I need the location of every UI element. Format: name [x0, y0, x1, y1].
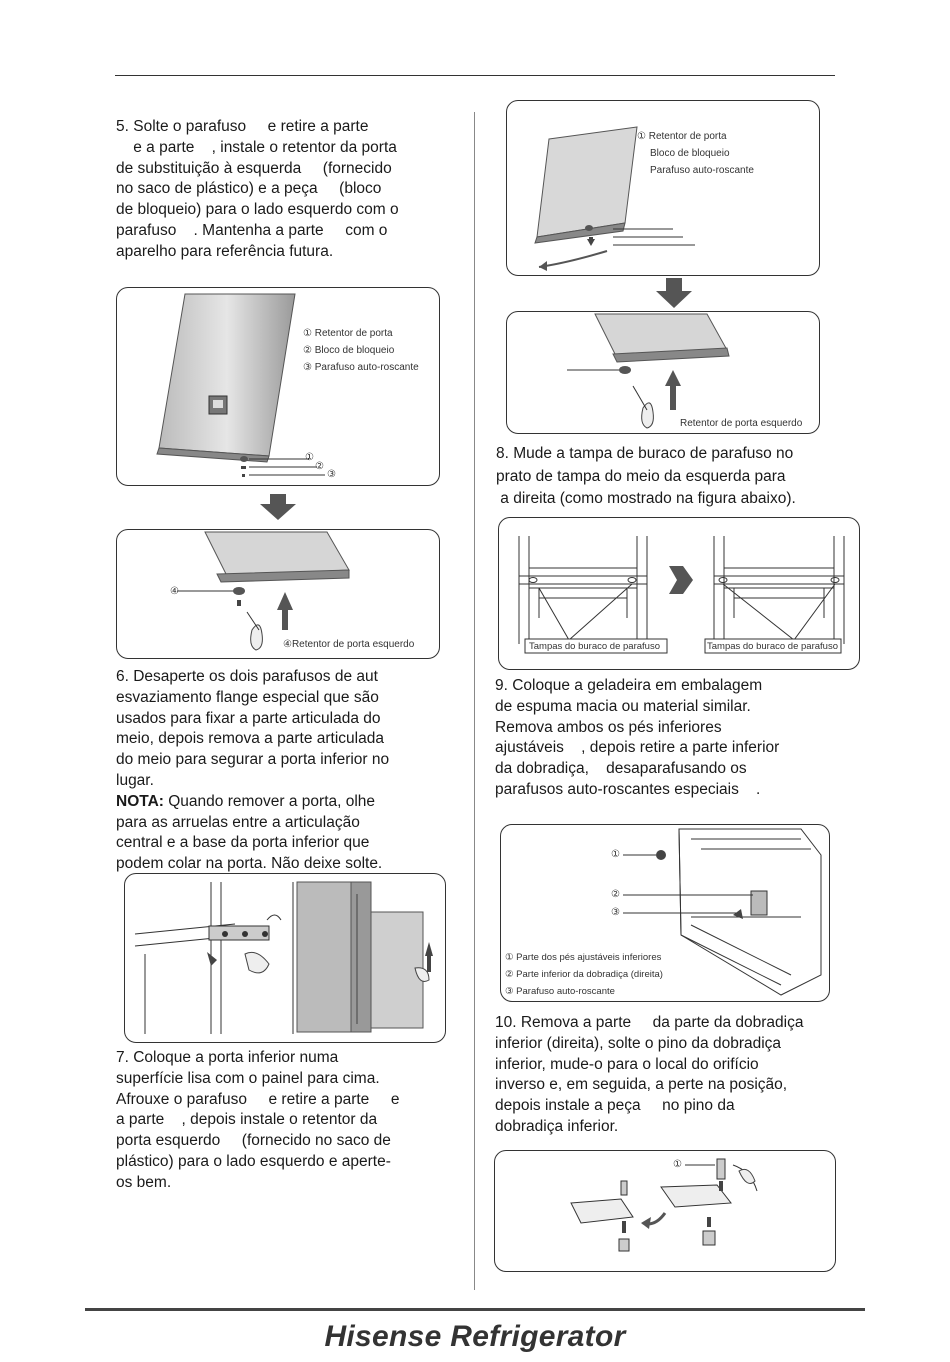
step6-note-line: central e a base da porta inferior que: [116, 834, 370, 852]
step8-line: 8. Mude a tampa de buraco de parafuso no: [496, 445, 794, 462]
step9-line: ajustáveis , depois retire a parte inferior: [495, 739, 780, 757]
step7-figure-retainer: [506, 311, 820, 434]
footer-brand: Hisense Refrigerator: [324, 1320, 626, 1353]
step9-line: da dobradiça, desaparafusando os: [495, 760, 747, 778]
header-rule: [115, 75, 835, 76]
step5-figure-retainer: [116, 529, 440, 659]
step7-text: [116, 1048, 446, 1194]
callout-1: ①: [305, 452, 314, 463]
door-illustration: [117, 288, 439, 485]
figure-caption: Tampas do buraco de parafuso: [707, 641, 838, 652]
step6-line: usados para fixar a parte articulada do: [116, 709, 381, 727]
callout-2: ②: [611, 889, 620, 900]
footer-rule: [85, 1308, 865, 1311]
note-text: Quando remover a porta, olhe: [163, 792, 376, 810]
callout-1: ①: [673, 1159, 682, 1170]
legend-item: ③ Parafuso auto-roscante: [303, 362, 419, 373]
step5-line: e a parte , instale o retentor da porta: [116, 138, 397, 156]
step6-note-line: podem colar na porta. Não deixe solte.: [116, 855, 383, 873]
step6-figure-hinge: [124, 873, 446, 1043]
step7-line: 7. Coloque a porta inferior numa: [116, 1049, 339, 1066]
step5-figure-door: [116, 287, 440, 486]
legend-item: ① Retentor de porta: [303, 328, 393, 339]
callout-1: ①: [611, 849, 620, 860]
hinge-pin-illustration: [495, 1151, 835, 1271]
legend-item: ① Retentor de porta: [637, 131, 727, 142]
step9-figure-hinge: [500, 824, 830, 1002]
callout-3: ③: [611, 907, 620, 918]
legend-item: ② Bloco de bloqueio: [303, 345, 395, 356]
step10-line: depois instale a peça no pino da: [495, 1097, 735, 1115]
step10-line: inferior, mude-o para o local do orifício: [495, 1055, 759, 1073]
step10-line: 10. Remova a parte da parte da dobradiça: [495, 1014, 804, 1031]
step5-line: de bloqueio) para o lado esquerdo com o: [116, 201, 399, 219]
step9-line: de espuma macia ou material similar.: [495, 697, 751, 715]
step9-line: parafusos auto-roscantes especiais .: [495, 780, 761, 798]
legend-item: ② Parte inferior da dobradiça (direita): [505, 969, 663, 980]
step6-line: lugar.: [116, 771, 154, 789]
step7-line: superfície lisa com o painel para cima.: [116, 1069, 380, 1087]
figure-caption: Tampas do buraco de parafuso: [529, 641, 660, 652]
step5-line: 5. Solte o parafuso e retire a parte: [116, 118, 369, 135]
step5-line: aparelho para referência futura.: [116, 242, 334, 260]
step5-line: parafuso . Mantenha a parte com o: [116, 221, 388, 239]
step7-line: Afrouxe o parafuso e retire a parte e: [116, 1090, 400, 1108]
figure-caption: ④Retentor de porta esquerdo: [283, 639, 415, 650]
step8-text: [496, 443, 846, 511]
step6-note-line: para as arruelas entre a articulação: [116, 813, 360, 831]
step8-line: prato de tampa do meio da esquerda para: [496, 467, 786, 485]
legend-item: ③ Parafuso auto-roscante: [505, 986, 615, 997]
column-divider: [474, 112, 475, 1290]
callout-3: ③: [327, 469, 336, 480]
step5-line: no saco de plástico) e a peça (bloco: [116, 180, 382, 198]
legend-item: Parafuso auto-roscante: [650, 165, 754, 176]
step9-line: 9. Coloque a geladeira em embalagem: [495, 677, 763, 694]
step8-line: a direita (como mostrado na figura abaixo).: [496, 490, 796, 507]
step10-line: inferior (direita), solte o pino da dobradiça: [495, 1034, 782, 1052]
lower-door-bottom-illustration: [507, 312, 819, 433]
step7-line: a parte , depois instale o retentor da: [116, 1111, 378, 1129]
step7-figure-door: [506, 100, 820, 276]
step9-line: Remova ambos os pés inferiores: [495, 718, 722, 736]
step6-line: 6. Desaperte os dois parafusos de aut: [116, 668, 378, 685]
note-label: NOTA:: [116, 792, 164, 810]
callout-2: ②: [315, 461, 324, 472]
step7-line: porta esquerdo (fornecido no saco de: [116, 1132, 391, 1150]
legend-item: ① Parte dos pés ajustáveis inferiores: [505, 952, 662, 963]
step6-line: meio, depois remova a parte articulada: [116, 730, 384, 748]
down-arrow-icon: [260, 494, 296, 520]
hinge-illustration: [125, 874, 445, 1042]
callout-4: ④: [170, 586, 179, 597]
step10-line: dobradiça inferior.: [495, 1117, 619, 1135]
figure-caption: Retentor de porta esquerdo: [680, 418, 803, 429]
step5-text: [116, 117, 446, 263]
step8-figure-covers: [498, 517, 860, 670]
step9-text: [495, 676, 845, 801]
step6-line: esvaziamento flange especial que são: [116, 688, 379, 706]
down-arrow-icon: [656, 278, 692, 308]
step10-line: inverso e, em seguida, a perte na posição,: [495, 1076, 788, 1094]
step6-text: [116, 667, 436, 875]
step6-note-line: [116, 792, 436, 813]
step6-line: do meio para segurar a porta inferior no: [116, 751, 390, 769]
step7-line: plástico) para o lado esquerdo e aperte-: [116, 1152, 391, 1170]
lower-door-illustration: [507, 101, 819, 275]
legend-item: Bloco de bloqueio: [650, 148, 730, 159]
step10-text: [495, 1013, 845, 1138]
step10-figure-pin: [494, 1150, 836, 1272]
step7-line: os bem.: [116, 1173, 172, 1191]
step5-line: de substituição à esquerda (fornecido: [116, 159, 392, 177]
